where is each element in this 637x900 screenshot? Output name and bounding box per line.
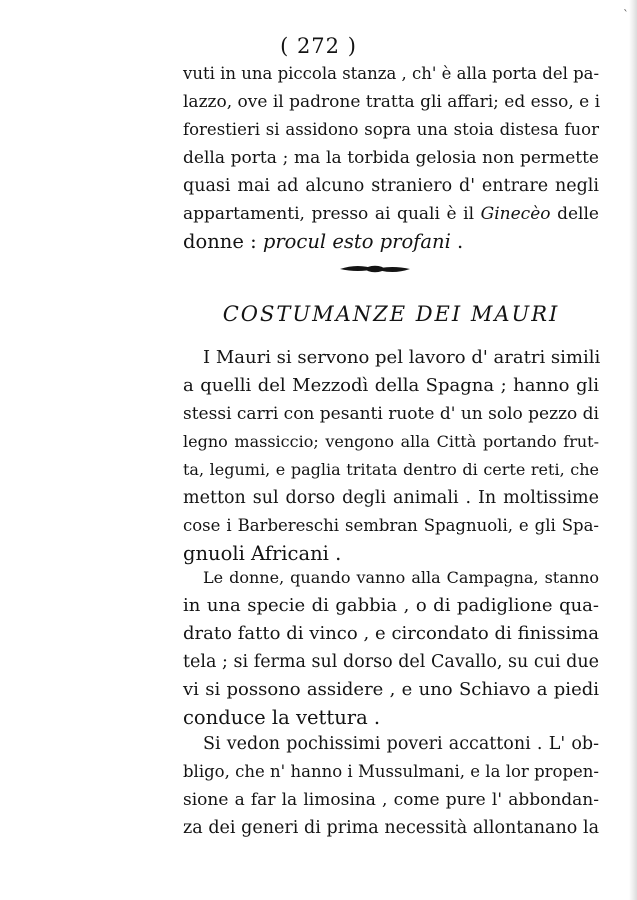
section-heading: COSTUMANZE DEI MAURI [222, 302, 560, 326]
text-line: drato fatto di vinco , e circondato di finissima [183, 623, 599, 644]
page-edge-shadow [629, 0, 637, 900]
text-line: Le donne, quando vanno alla Campagna, stanno [203, 568, 599, 587]
text-line: forestieri si assidono sopra una stoia distesa fuor [183, 120, 599, 139]
text-line: della porta ; ma la torbida gelosia non permette [183, 148, 599, 168]
text-line: tela ; si ferma sul dorso del Cavallo, su cui due [183, 652, 599, 672]
text-segment: delle [557, 204, 599, 224]
text-line: legno massiccio; vengono alla Città portando frut- [183, 432, 599, 451]
end-punctuation: . [457, 230, 464, 253]
text-line-mixed [183, 228, 599, 256]
text-line: in una specie di gabbia , o di padiglione qua- [183, 595, 599, 616]
text-segment: donne : [183, 230, 257, 253]
ornament-divider-icon [340, 262, 410, 276]
text-line: sione a far la limosina , come pure l' abbondan- [183, 790, 599, 810]
text-line: quasi mai ad alcuno straniero d' entrare negli [183, 176, 599, 196]
text-line: za dei generi di prima necessità allontanano la [183, 818, 599, 838]
text-line: lazzo, ove il padrone tratta gli affari; ed esso, e i [183, 92, 601, 112]
text-line: gnuoli Africani . [183, 542, 342, 565]
text-line: conduce la vettura . [183, 706, 381, 729]
italic-term: Ginecèo [480, 204, 551, 224]
text-line: I Mauri si servono pel lavoro d' aratri simili [203, 347, 601, 368]
corner-mark: ` [623, 8, 629, 22]
text-line: a quelli del Mezzodì della Spagna ; hanno gli [183, 375, 599, 396]
page-number: ( 272 ) [280, 34, 357, 58]
text-line: vi si possono assidere , e uno Schiavo a piedi [183, 679, 599, 700]
text-line: stessi carri con pesanti ruote d' un solo pezzo di [183, 404, 599, 424]
text-line: metton sul dorso degli animali . In moltissime [183, 488, 599, 508]
text-line: Si vedon pochissimi poveri accattoni . L' ob- [203, 734, 599, 754]
italic-phrase: procul esto profani [262, 230, 451, 253]
text-line: ta, legumi, e paglia tritata dentro di certe reti, che [183, 460, 599, 479]
text-line: cose i Barbereschi sembran Spagnuoli, e gli Spa- [183, 516, 599, 535]
text-segment: appartamenti, presso ai quali è il [183, 204, 475, 224]
text-line: bligo, che n' hanno i Mussulmani, e la lor propen- [183, 762, 599, 781]
text-line-mixed [183, 200, 599, 228]
text-line: vuti in una piccola stanza , ch' è alla porta del pa- [183, 64, 600, 83]
